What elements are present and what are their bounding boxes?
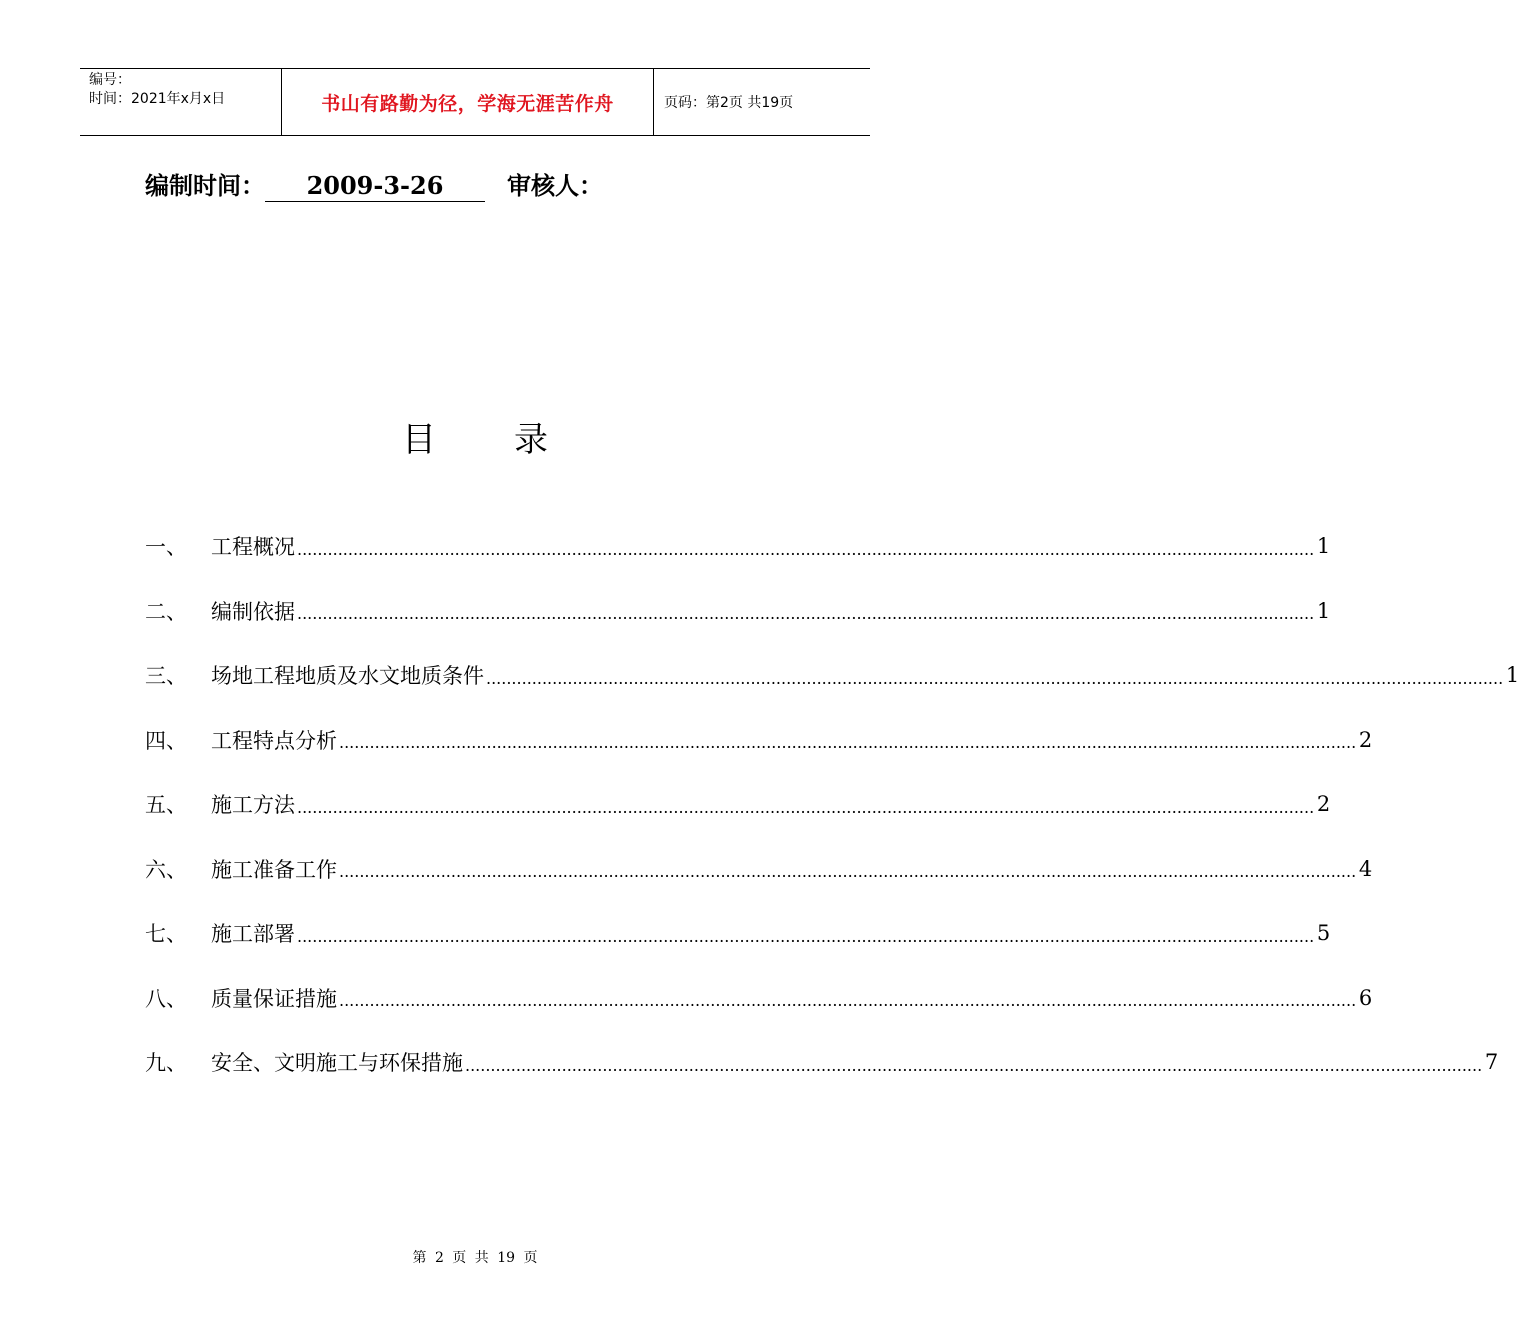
toc-item[interactable] [145,772,1331,837]
toc-item[interactable] [145,643,1519,708]
toc-item-title: 安全、文明施工与环保措施 [211,1051,463,1076]
toc-item-page: 7 [1484,1050,1499,1075]
toc-leader-dots: ........................................................................................................................................................................................................ [339,991,1357,1010]
header-info-cell [80,69,281,135]
toc-item-number: 三、 [145,664,187,689]
toc-item-title: 场地工程地质及水文地质条件 [211,664,484,689]
toc-leader-dots: ........................................................................................................................................................................................................ [297,539,1315,559]
toc-leader-dots: ........................................................................................................................................................................................................ [339,733,1357,752]
toc-item-page: 1 [1316,598,1331,623]
reviewer-label: 审核人： [507,171,603,200]
toc-item-number: 四、 [145,728,187,753]
toc-leader-dots: ........................................................................................................................................................................................................ [297,926,1315,946]
page-footer: 第 2 页 共 19 页 [412,1250,538,1266]
toc-leader-dots: ........................................................................................................................................................................................................ [297,797,1315,817]
document-number-label: 编号： [89,72,131,88]
page-header [80,68,870,136]
table-of-contents [145,514,1519,1095]
toc-item-title: 施工方法 [211,793,295,818]
toc-item-title: 工程特点分析 [211,728,337,753]
toc-item-page: 1 [1505,663,1519,688]
toc-item-number: 七、 [145,922,187,947]
compile-date: 2009-3-26 [265,171,485,202]
compile-info-line [145,166,603,202]
toc-item-number: 八、 [145,986,187,1011]
toc-item-title: 质量保证措施 [211,986,337,1011]
toc-item-page: 2 [1316,792,1331,817]
toc-item-number: 二、 [145,599,187,624]
toc-item-page: 2 [1358,727,1373,752]
toc-item[interactable] [145,966,1373,1031]
toc-item-number: 五、 [145,793,187,818]
header-page-label: 页码：第2页 共19页 [664,95,794,111]
toc-item[interactable] [145,901,1331,966]
compile-time-label: 编制时间： [145,171,265,200]
toc-item[interactable] [145,837,1373,902]
toc-item-title: 编制依据 [211,599,295,624]
document-time-label: 时间：2021年x月x日 [89,91,226,107]
toc-item-page: 4 [1358,856,1373,881]
toc-title: 目录 [402,420,626,460]
toc-item-page: 1 [1316,534,1331,559]
toc-item-number: 六、 [145,857,187,882]
toc-leader-dots: ........................................................................................................................................................................................................ [297,604,1315,623]
toc-leader-dots: ........................................................................................................................................................................................................ [339,862,1357,881]
toc-item-page: 5 [1316,921,1331,946]
toc-leader-dots: ........................................................................................................................................................................................................ [465,1055,1483,1075]
toc-item[interactable] [145,514,1331,579]
toc-item[interactable] [145,1030,1499,1095]
toc-item-number: 九、 [145,1051,187,1076]
toc-item-title: 工程概况 [211,535,295,560]
toc-item-number: 一、 [145,535,187,560]
header-motto: 书山有路勤为径，学海无涯苦作舟 [281,69,654,135]
toc-item-page: 6 [1358,985,1373,1010]
toc-item[interactable] [145,708,1373,773]
toc-item-title: 施工部署 [211,922,295,947]
toc-item-title: 施工准备工作 [211,857,337,882]
toc-item[interactable] [145,579,1331,644]
toc-leader-dots: ........................................................................................................................................................................................................ [486,668,1504,688]
